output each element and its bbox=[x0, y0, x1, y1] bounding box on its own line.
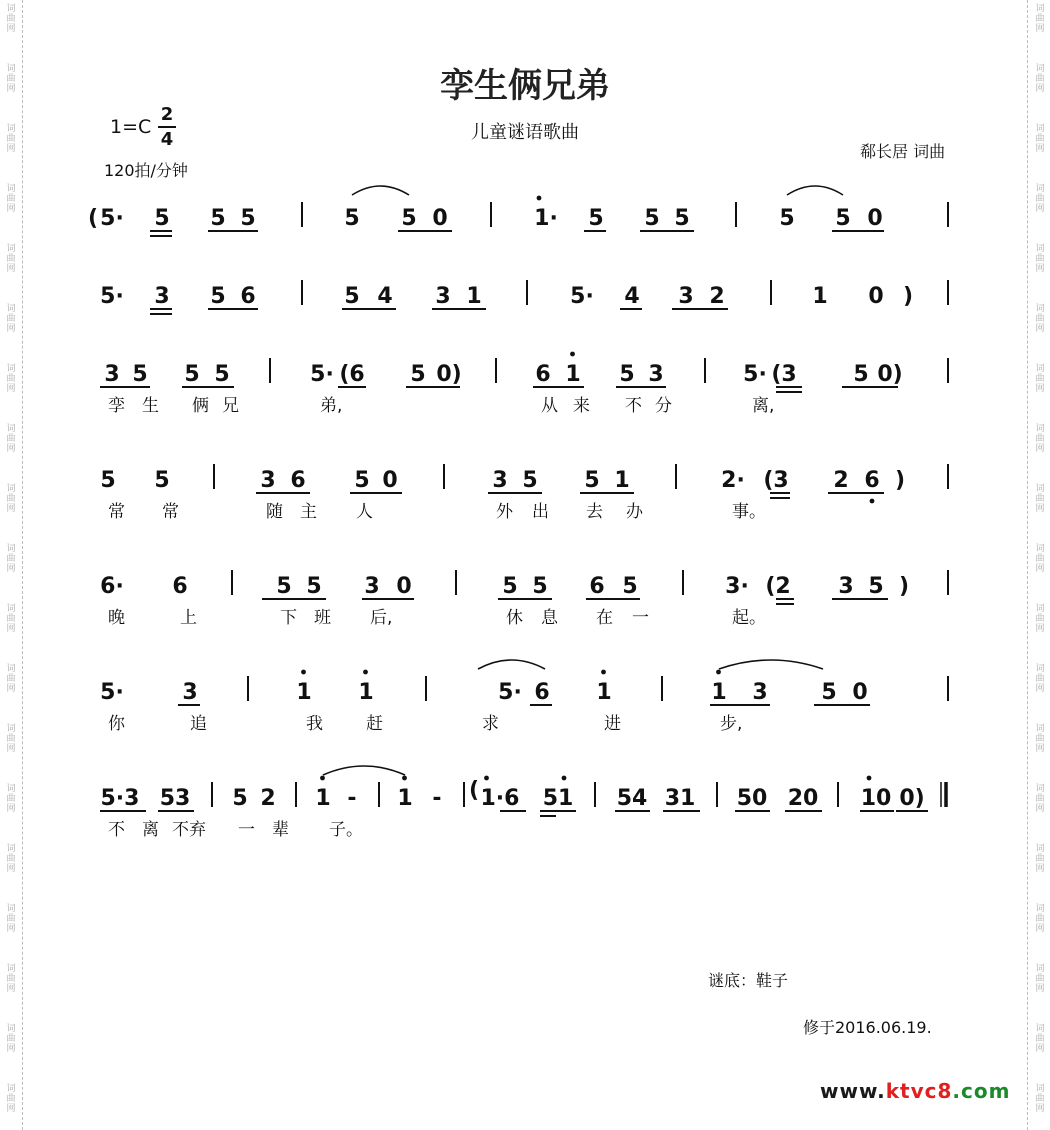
watermark-text: 词 曲 网 bbox=[1035, 604, 1045, 634]
tie-arc bbox=[478, 660, 545, 669]
note: 1 bbox=[565, 362, 581, 387]
lyric: 弟, bbox=[320, 396, 343, 416]
watermark-text: 词 曲 网 bbox=[6, 424, 16, 454]
lyric: 生 bbox=[142, 396, 159, 416]
lyric: 求 bbox=[482, 714, 499, 734]
watermark-text: 词 曲 网 bbox=[6, 844, 16, 874]
lyric: 息 bbox=[541, 608, 558, 628]
note: 5 bbox=[184, 362, 200, 387]
note: (6 bbox=[339, 362, 365, 387]
watermark-text: 词 曲 网 bbox=[1035, 964, 1045, 994]
lyric: 不 bbox=[625, 396, 642, 416]
note: 5· bbox=[100, 284, 124, 309]
low-octave-dot bbox=[870, 499, 875, 504]
note: 0 bbox=[852, 680, 868, 705]
note: 6 bbox=[240, 284, 256, 309]
lyric: 下 bbox=[280, 608, 297, 628]
lyric: 去 bbox=[586, 502, 603, 522]
watermark-text: 词 曲 网 bbox=[6, 364, 16, 394]
lyric: 常 bbox=[108, 502, 125, 522]
lyric: 晚 bbox=[108, 608, 125, 628]
note: 5 bbox=[306, 574, 322, 599]
high-octave-dot bbox=[363, 670, 368, 675]
note: 3 bbox=[182, 680, 198, 705]
lyric: 进 bbox=[604, 714, 621, 734]
lyric: 后, bbox=[370, 608, 393, 628]
lyric: 不弃 bbox=[172, 820, 206, 840]
note: 5·3 bbox=[100, 786, 140, 811]
lyric: 一 bbox=[632, 608, 649, 628]
note: 5 bbox=[154, 468, 170, 493]
watermark-text: 词 曲 网 bbox=[1035, 244, 1045, 274]
high-octave-dot bbox=[484, 776, 489, 781]
note: 1 bbox=[315, 786, 331, 811]
note: 5· bbox=[570, 284, 594, 309]
note: 0 bbox=[432, 206, 448, 231]
song-title: 孪生俩兄弟 bbox=[440, 66, 610, 106]
note: 5 bbox=[779, 206, 795, 231]
note: 1 bbox=[614, 468, 630, 493]
lyric: 一 bbox=[238, 820, 255, 840]
high-octave-dot bbox=[601, 670, 606, 675]
note: 3 bbox=[364, 574, 380, 599]
note: 3 bbox=[838, 574, 854, 599]
watermark-text: 词 曲 网 bbox=[1035, 64, 1045, 94]
note: 0 bbox=[382, 468, 398, 493]
note: 5 bbox=[240, 206, 256, 231]
note: ( bbox=[87, 206, 99, 231]
note: 5 bbox=[835, 206, 851, 231]
note: 5 bbox=[622, 574, 638, 599]
watermark-text: 词 曲 网 bbox=[1035, 124, 1045, 154]
note: 5 bbox=[154, 206, 170, 231]
watermark-text: 词 曲 网 bbox=[6, 124, 16, 154]
high-octave-dot bbox=[562, 776, 567, 781]
site-logo bbox=[820, 1079, 1010, 1103]
watermark-text: 词 曲 网 bbox=[1035, 304, 1045, 334]
note: 0 bbox=[868, 284, 884, 309]
lyric: 兄 bbox=[222, 396, 239, 416]
lyric: 分 bbox=[655, 396, 672, 416]
note: 4 bbox=[624, 284, 640, 309]
note: 6 bbox=[864, 468, 880, 493]
note: 5 bbox=[276, 574, 292, 599]
note: 5 bbox=[344, 206, 360, 231]
watermark-text: 词 曲 网 bbox=[1035, 664, 1045, 694]
watermark-text: 词 曲 网 bbox=[6, 964, 16, 994]
lyric: 步, bbox=[720, 714, 743, 734]
high-octave-dot bbox=[867, 776, 872, 781]
watermark-text: 词 曲 网 bbox=[1035, 724, 1045, 754]
lyric: 起。 bbox=[732, 608, 766, 628]
watermark-text: 词 曲 网 bbox=[1035, 1084, 1045, 1114]
watermark-text: 词 曲 网 bbox=[1035, 544, 1045, 574]
note: 3 bbox=[648, 362, 664, 387]
key-signature: 1=C bbox=[110, 116, 152, 138]
note: 0) bbox=[436, 362, 462, 387]
lyric: 赶 bbox=[366, 714, 383, 734]
high-octave-dot bbox=[320, 776, 325, 781]
note: 2 bbox=[709, 284, 725, 309]
note: 5· bbox=[498, 680, 522, 705]
note: ) bbox=[902, 284, 914, 309]
note: 2 bbox=[833, 468, 849, 493]
note: 2 bbox=[260, 786, 276, 811]
note: 5 bbox=[821, 680, 837, 705]
lyric: 你 bbox=[108, 714, 125, 734]
watermark-text: 词 曲 网 bbox=[1035, 4, 1045, 34]
watermark-text: 词 曲 网 bbox=[6, 724, 16, 754]
note: 10 bbox=[860, 786, 892, 811]
note: 5 bbox=[619, 362, 635, 387]
watermark-text: 词 曲 网 bbox=[6, 64, 16, 94]
watermark-text: 词 曲 网 bbox=[6, 184, 16, 214]
watermark-text: 词 曲 网 bbox=[6, 244, 16, 274]
site-logo-part-1: www. bbox=[820, 1079, 886, 1103]
note: 6 bbox=[535, 362, 551, 387]
note: 5 bbox=[210, 206, 226, 231]
note: 5 bbox=[644, 206, 660, 231]
lyric: 离 bbox=[142, 820, 159, 840]
watermark-text: 词 曲 网 bbox=[1035, 184, 1045, 214]
note: 5 bbox=[232, 786, 248, 811]
watermark-text: 词 曲 网 bbox=[6, 484, 16, 514]
note: 5 bbox=[214, 362, 230, 387]
note: 3 bbox=[104, 362, 120, 387]
watermark-text: 词 曲 网 bbox=[6, 304, 16, 334]
lyric: 俩 bbox=[192, 396, 209, 416]
lyric: 我 bbox=[306, 714, 323, 734]
note: (3 bbox=[763, 468, 789, 493]
time-signature-top: 2 bbox=[160, 104, 174, 125]
note: 6 bbox=[290, 468, 306, 493]
high-octave-dot bbox=[716, 670, 721, 675]
lyric: 在 bbox=[596, 608, 613, 628]
note: 6· bbox=[100, 574, 124, 599]
note: 1 bbox=[358, 680, 374, 705]
watermark-text: 词 曲 网 bbox=[6, 904, 16, 934]
note: 53 bbox=[159, 786, 191, 811]
composer-credit: 郗长居 词曲 bbox=[860, 142, 946, 161]
note: 6 bbox=[534, 680, 550, 705]
watermark-text: 词 曲 网 bbox=[1035, 1024, 1045, 1054]
note: 1·6 bbox=[480, 786, 520, 811]
lyric: 外 bbox=[496, 502, 513, 522]
high-octave-dot bbox=[402, 776, 407, 781]
note: 5 bbox=[344, 284, 360, 309]
note: 5 bbox=[588, 206, 604, 231]
lyric: 追 bbox=[190, 714, 207, 734]
note: 5 bbox=[853, 362, 869, 387]
watermark-text: 词 曲 网 bbox=[6, 4, 16, 34]
watermark-text: 词 曲 网 bbox=[1035, 364, 1045, 394]
lyric: 人 bbox=[356, 502, 373, 522]
note: 5· bbox=[310, 362, 334, 387]
note: 3 bbox=[492, 468, 508, 493]
note: 20 bbox=[787, 786, 819, 811]
note: 3 bbox=[752, 680, 768, 705]
site-logo-part-3: .com bbox=[952, 1079, 1011, 1103]
note: 1· bbox=[534, 206, 558, 231]
lyric: 随 bbox=[266, 502, 283, 522]
note: 5 bbox=[584, 468, 600, 493]
note: 1 bbox=[296, 680, 312, 705]
note: 5 bbox=[868, 574, 884, 599]
note: 1 bbox=[596, 680, 612, 705]
note: 50 bbox=[736, 786, 768, 811]
watermark-text: 词 曲 网 bbox=[6, 604, 16, 634]
lyric: 事。 bbox=[732, 502, 766, 522]
note: 5 bbox=[100, 468, 116, 493]
lyric: 出 bbox=[532, 502, 549, 522]
note: 0 bbox=[396, 574, 412, 599]
note: 5· bbox=[100, 680, 124, 705]
lyric: 子。 bbox=[329, 820, 363, 840]
note: 5 bbox=[410, 362, 426, 387]
note: - bbox=[347, 786, 357, 811]
note: 3 bbox=[154, 284, 170, 309]
lyric: 来 bbox=[573, 396, 590, 416]
tie-arc bbox=[352, 186, 409, 195]
note: 5 bbox=[401, 206, 417, 231]
high-octave-dot bbox=[301, 670, 306, 675]
tie-arc bbox=[719, 660, 823, 669]
note: 4 bbox=[377, 284, 393, 309]
watermark-text: 词 曲 网 bbox=[6, 1084, 16, 1114]
watermark-text: 词 曲 网 bbox=[1035, 484, 1045, 514]
lyric: 辈 bbox=[272, 820, 289, 840]
note: 5 bbox=[532, 574, 548, 599]
high-octave-dot bbox=[570, 352, 575, 357]
note: 5 bbox=[210, 284, 226, 309]
lyric: 上 bbox=[180, 608, 197, 628]
note: 0) bbox=[899, 786, 925, 811]
site-logo-part-2: ktvc8 bbox=[885, 1079, 953, 1103]
note: ( bbox=[468, 778, 480, 803]
watermark-text: 词 曲 网 bbox=[1035, 904, 1045, 934]
lyric: 常 bbox=[162, 502, 179, 522]
time-signature-bottom: 4 bbox=[160, 129, 174, 150]
high-octave-dot bbox=[537, 196, 542, 201]
lyric: 主 bbox=[300, 502, 317, 522]
note: 3 bbox=[435, 284, 451, 309]
note: 0 bbox=[867, 206, 883, 231]
note: 1 bbox=[397, 786, 413, 811]
watermark-text: 词 曲 网 bbox=[6, 544, 16, 574]
lyric: 孪 bbox=[108, 396, 125, 416]
note: 1 bbox=[711, 680, 727, 705]
note: 3 bbox=[678, 284, 694, 309]
note: 3· bbox=[725, 574, 749, 599]
note: 1 bbox=[466, 284, 482, 309]
watermark-text: 词 曲 网 bbox=[6, 1024, 16, 1054]
note: 1 bbox=[812, 284, 828, 309]
note: 31 bbox=[664, 786, 696, 811]
watermark-text: 词 曲 网 bbox=[1035, 844, 1045, 874]
note: 5· bbox=[743, 362, 767, 387]
lyric: 从 bbox=[541, 396, 558, 416]
lyric: 休 bbox=[506, 608, 523, 628]
revision-date: 修于2016.06.19. bbox=[803, 1018, 932, 1037]
note: 5 bbox=[502, 574, 518, 599]
note: 5 bbox=[132, 362, 148, 387]
note: 5 bbox=[522, 468, 538, 493]
tempo-marking: 120拍/分钟 bbox=[104, 161, 188, 180]
note: 6 bbox=[589, 574, 605, 599]
note: ) bbox=[894, 468, 906, 493]
lyric: 不 bbox=[108, 820, 125, 840]
watermark-text: 词 曲 网 bbox=[1035, 424, 1045, 454]
note: 2· bbox=[721, 468, 745, 493]
note: 5 bbox=[674, 206, 690, 231]
tie-arc bbox=[323, 766, 405, 775]
riddle-answer: 谜底：鞋子 bbox=[708, 971, 789, 990]
watermark-text: 词 曲 网 bbox=[1035, 784, 1045, 814]
lyric: 离, bbox=[752, 396, 775, 416]
note: ) bbox=[898, 574, 910, 599]
note: 0) bbox=[877, 362, 903, 387]
watermark-text: 词 曲 网 bbox=[6, 664, 16, 694]
tie-arc bbox=[787, 186, 843, 195]
watermark-text: 词 曲 网 bbox=[6, 784, 16, 814]
note: 5 bbox=[354, 468, 370, 493]
lyric: 班 bbox=[314, 608, 331, 628]
note: 51 bbox=[542, 786, 574, 811]
note: 6 bbox=[172, 574, 188, 599]
note: (2 bbox=[765, 574, 791, 599]
note: - bbox=[432, 786, 442, 811]
note: 54 bbox=[616, 786, 648, 811]
note: 3 bbox=[260, 468, 276, 493]
lyric: 办 bbox=[626, 502, 643, 522]
note: (3 bbox=[771, 362, 797, 387]
song-subtitle: 儿童谜语歌曲 bbox=[471, 122, 579, 143]
note: 5· bbox=[100, 206, 124, 231]
